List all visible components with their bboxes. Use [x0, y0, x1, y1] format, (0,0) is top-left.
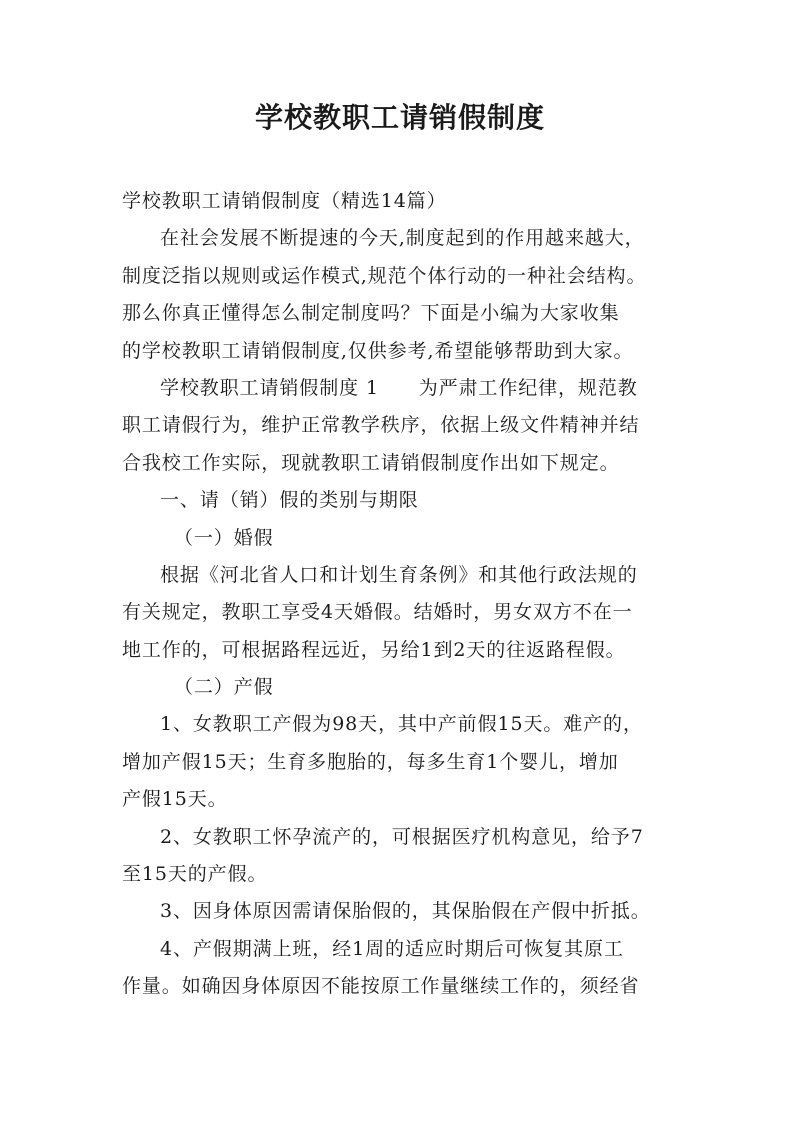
maternity-item-2-line: 2、女教职工怀孕流产的，可根据医疗机构意见，给予7	[160, 825, 644, 848]
maternity-item-3-line: 3、因身体原因需请保胎假的，其保胎假在产假中折抵。	[160, 900, 651, 923]
document-body	[122, 183, 696, 1006]
section-1-paragraph-line: 学校教职工请销假制度 1 为严肃工作纪律，规范教	[160, 376, 638, 399]
maternity-item-2-line: 至15天的产假。	[122, 863, 268, 886]
maternity-item-4-line: 4、产假期满上班，经1周的适应时期后可恢复其原工	[160, 937, 624, 960]
maternity-item-1-line: 增加产假15天；生育多胞胎的，每多生育1个婴儿，增加	[122, 750, 619, 773]
intro-paragraph-line: 在社会发展不断提速的今天,制度起到的作用越来越大，	[160, 227, 645, 250]
document-title: 学校教职工请销假制度	[254, 101, 545, 134]
heading-leave-categories: 一、请（销）假的类别与期限	[160, 489, 419, 512]
marriage-leave-paragraph-line: 地工作的，可根据路程远近，另给1到2天的往返路程假。	[122, 638, 626, 661]
intro-paragraph-line: 制度泛指以规则或运作模式,规范个体行动的一种社会结构。	[122, 264, 647, 287]
maternity-item-1-line: 1、女教职工产假为98天，其中产前假15天。难产的，	[160, 713, 643, 736]
intro-paragraph-line: 那么你真正懂得怎么制定制度吗？下面是小编为大家收集	[122, 302, 620, 325]
subtitle-line: 学校教职工请销假制度（精选14篇）	[122, 190, 447, 212]
section-1-paragraph-line: 职工请假行为，维护正常教学秩序，依据上级文件精神并结	[122, 414, 640, 437]
heading-marriage-leave: （一）婚假	[174, 526, 274, 549]
marriage-leave-paragraph-line: 有关规定，教职工享受4天婚假。结婚时，男女双方不在一	[122, 601, 633, 624]
maternity-item-4-line: 作量。如确因身体原因不能按原工作量继续工作的，须经省	[122, 975, 640, 998]
maternity-item-1-line: 产假15天。	[122, 788, 228, 811]
marriage-leave-paragraph-line: 根据《河北省人口和计划生育条例》和其他行政法规的	[160, 563, 638, 586]
heading-maternity-leave: （二）产假	[174, 676, 274, 699]
section-1-paragraph-line: 合我校工作实际，现就教职工请销假制度作出如下规定。	[122, 451, 620, 474]
intro-paragraph-line: 的学校教职工请销假制度,仅供参考,希望能够帮助到大家。	[122, 339, 634, 362]
